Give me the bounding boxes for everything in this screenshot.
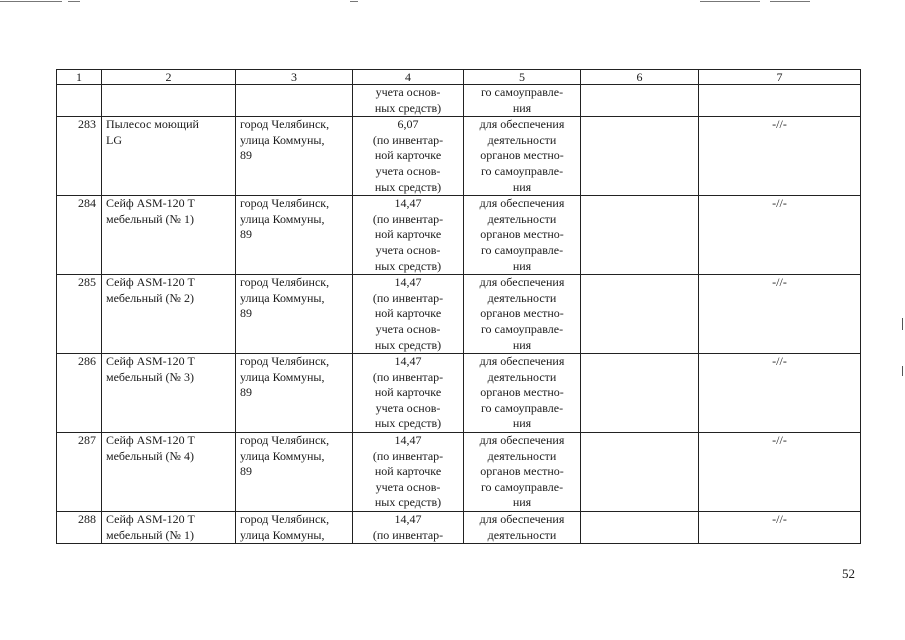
cell-column-7: -//- bbox=[699, 512, 861, 544]
cell-text-line: (по инвентар- bbox=[372, 448, 444, 463]
cell-text-line: 89 bbox=[240, 227, 252, 242]
cell-item-name bbox=[102, 512, 236, 544]
cell-address bbox=[236, 512, 353, 544]
cell-item-name bbox=[102, 354, 236, 433]
column-header: 6 bbox=[581, 70, 699, 85]
cell-cost bbox=[353, 512, 464, 544]
cell-text-line: го самоуправле- bbox=[480, 321, 564, 336]
cell-text-line: мебельный (№ 1) bbox=[106, 211, 195, 226]
cell-text-line: деятельности bbox=[487, 527, 557, 542]
cell-column-6 bbox=[581, 433, 699, 512]
cell-number: 285 bbox=[57, 275, 102, 354]
cell-text-line: учета основ- bbox=[375, 242, 441, 257]
cell-text-line: ных средств) bbox=[374, 258, 442, 273]
cell-text-line: (по инвентар- bbox=[372, 369, 444, 384]
cell-text-line: ния bbox=[512, 337, 532, 352]
table-row bbox=[57, 196, 861, 275]
cell-text-line: 14,47 bbox=[394, 196, 422, 211]
cell-item-name bbox=[102, 196, 236, 275]
cell-text-line: ных средств) bbox=[374, 179, 442, 194]
page-number: 52 bbox=[842, 566, 855, 581]
cell-text-line: (по инвентар- bbox=[372, 290, 444, 305]
cell-purpose bbox=[464, 433, 581, 512]
cell-text-line: Сейф ASM-120 T bbox=[106, 512, 195, 527]
table-row bbox=[57, 512, 861, 544]
cell-cost bbox=[353, 117, 464, 196]
cell-column-7: -//- bbox=[699, 354, 861, 433]
cell-address bbox=[236, 275, 353, 354]
cell-text-line: мебельный (№ 2) bbox=[106, 290, 195, 305]
cell-text-line: улица Коммуны, bbox=[240, 448, 325, 463]
cell-purpose bbox=[464, 196, 581, 275]
cell-text-line: улица Коммуны, bbox=[240, 527, 325, 542]
cell-column-7: -//- bbox=[699, 117, 861, 196]
cell-text-line: улица Коммуны, bbox=[240, 211, 325, 226]
scan-artifact-line bbox=[350, 1, 358, 2]
cell-text-line: город Челябинск, bbox=[240, 512, 330, 527]
cell-text-line: деятельности bbox=[487, 369, 557, 384]
cell-number: 288 bbox=[57, 512, 102, 544]
cell-text-line: (по инвентар- bbox=[372, 527, 444, 542]
cell-number: 286 bbox=[57, 354, 102, 433]
scan-artifact-line bbox=[0, 1, 62, 2]
column-header: 5 bbox=[464, 70, 581, 85]
cell-cost bbox=[353, 433, 464, 512]
cell-text-line: органов местно- bbox=[480, 227, 564, 242]
cell-address bbox=[236, 196, 353, 275]
scan-artifact-line bbox=[770, 1, 810, 2]
cell-text-line: го самоуправле- bbox=[480, 479, 564, 494]
cell-text-line: ной карточке bbox=[374, 227, 442, 242]
cell-text-line: Сейф ASM-120 T bbox=[106, 196, 195, 211]
cell-text-line: улица Коммуны, bbox=[240, 369, 325, 384]
cell-text-line: го самоуправле- bbox=[480, 400, 564, 415]
cell-text-line: 14,47 bbox=[394, 512, 422, 527]
table-row bbox=[57, 117, 861, 196]
cell-text-line: город Челябинск, bbox=[240, 433, 330, 448]
cell-text-line: ных средств) bbox=[374, 100, 442, 115]
cell-text-line: Сейф ASM-120 T bbox=[106, 354, 195, 369]
cell-text-line: улица Коммуны, bbox=[240, 132, 325, 147]
cell-cost bbox=[353, 354, 464, 433]
cell-text-line: учета основ- bbox=[375, 400, 441, 415]
property-register-table bbox=[56, 69, 861, 544]
cell-text-line: город Челябинск, bbox=[240, 117, 330, 132]
column-header: 7 bbox=[699, 70, 861, 85]
cell-column-6 bbox=[581, 85, 699, 117]
cell-cost bbox=[353, 85, 464, 117]
cell-column-7: -//- bbox=[699, 275, 861, 354]
cell-text-line: ния bbox=[512, 258, 532, 273]
cell-text-line: для обеспечения bbox=[479, 275, 565, 290]
cell-cost bbox=[353, 196, 464, 275]
cell-text-line: (по инвентар- bbox=[372, 211, 444, 226]
cell-text-line: для обеспечения bbox=[479, 117, 565, 132]
cell-column-7: -//- bbox=[699, 196, 861, 275]
cell-purpose bbox=[464, 275, 581, 354]
cell-text-line: LG bbox=[106, 132, 122, 147]
cell-text-line: деятельности bbox=[487, 290, 557, 305]
cell-purpose bbox=[464, 512, 581, 544]
cell-text-line: 14,47 bbox=[394, 433, 422, 448]
cell-text-line: 89 bbox=[240, 306, 252, 321]
cell-text-line: деятельности bbox=[487, 211, 557, 226]
cell-address bbox=[236, 354, 353, 433]
cell-text-line: ных средств) bbox=[374, 495, 442, 510]
cell-text-line: ния bbox=[512, 495, 532, 510]
cell-text-line: учета основ- bbox=[375, 321, 441, 336]
cell-text-line: (по инвентар- bbox=[372, 132, 444, 147]
scan-artifact-line bbox=[700, 1, 760, 2]
cell-text-line: органов местно- bbox=[480, 148, 564, 163]
cell-column-6 bbox=[581, 117, 699, 196]
cell-column-7 bbox=[699, 85, 861, 117]
cell-address bbox=[236, 433, 353, 512]
cell-purpose bbox=[464, 354, 581, 433]
cell-text-line: ния bbox=[512, 416, 532, 431]
cell-text-line: ния bbox=[512, 100, 532, 115]
column-header: 2 bbox=[102, 70, 236, 85]
cell-text-line: мебельный (№ 1) bbox=[106, 527, 195, 542]
cell-address bbox=[236, 117, 353, 196]
cell-text-line: ных средств) bbox=[374, 337, 442, 352]
table-header-row bbox=[57, 70, 861, 85]
cell-text-line: 89 bbox=[240, 464, 252, 479]
cell-text-line: 89 bbox=[240, 385, 252, 400]
cell-text-line: го самоуправле- bbox=[480, 163, 564, 178]
cell-text-line: органов местно- bbox=[480, 385, 564, 400]
cell-text-line: учета основ- bbox=[375, 85, 441, 99]
cell-text-line: деятельности bbox=[487, 448, 557, 463]
cell-text-line: го самоуправле- bbox=[480, 242, 564, 257]
scan-artifact-edge bbox=[902, 366, 903, 376]
scan-artifact-line bbox=[68, 1, 80, 2]
cell-text-line: для обеспечения bbox=[479, 196, 565, 211]
cell-text-line: го самоуправле- bbox=[480, 85, 564, 99]
cell-text-line: ной карточке bbox=[374, 464, 442, 479]
cell-text-line: учета основ- bbox=[375, 163, 441, 178]
cell-text-line: 14,47 bbox=[394, 354, 422, 369]
cell-text-line: органов местно- bbox=[480, 464, 564, 479]
cell-number: 287 bbox=[57, 433, 102, 512]
cell-text-line: для обеспечения bbox=[479, 433, 565, 448]
table-row-continuation bbox=[57, 85, 861, 117]
cell-text-line: 14,47 bbox=[394, 275, 422, 290]
cell-column-6 bbox=[581, 275, 699, 354]
cell-column-6 bbox=[581, 354, 699, 433]
cell-text-line: Сейф ASM-120 T bbox=[106, 275, 195, 290]
cell-purpose bbox=[464, 117, 581, 196]
cell-text-line: Пылесос моющий bbox=[106, 117, 199, 132]
cell-text-line: ной карточке bbox=[374, 148, 442, 163]
cell-text-line: ных средств) bbox=[374, 416, 442, 431]
table-row bbox=[57, 275, 861, 354]
cell-text-line: мебельный (№ 4) bbox=[106, 448, 195, 463]
cell-text-line: 89 bbox=[240, 148, 252, 163]
column-header: 1 bbox=[57, 70, 102, 85]
cell-number: 283 bbox=[57, 117, 102, 196]
cell-text-line: деятельности bbox=[487, 132, 557, 147]
cell-text-line: город Челябинск, bbox=[240, 354, 330, 369]
column-header: 3 bbox=[236, 70, 353, 85]
cell-item-name bbox=[102, 117, 236, 196]
cell-column-6 bbox=[581, 512, 699, 544]
cell-column-6 bbox=[581, 196, 699, 275]
cell-text-line: ной карточке bbox=[374, 306, 442, 321]
cell-text-line: улица Коммуны, bbox=[240, 290, 325, 305]
cell-text-line: учета основ- bbox=[375, 479, 441, 494]
cell-text-line: Сейф ASM-120 T bbox=[106, 433, 195, 448]
cell-column-7: -//- bbox=[699, 433, 861, 512]
table-body bbox=[57, 85, 861, 544]
cell-text-line: для обеспечения bbox=[479, 512, 565, 527]
cell-item-name bbox=[102, 275, 236, 354]
cell-address bbox=[236, 85, 353, 117]
cell-cost bbox=[353, 275, 464, 354]
cell-text-line: ния bbox=[512, 179, 532, 194]
cell-item-name bbox=[102, 433, 236, 512]
table-row bbox=[57, 433, 861, 512]
cell-text-line: для обеспечения bbox=[479, 354, 565, 369]
cell-text-line: 6,07 bbox=[397, 117, 419, 132]
column-header: 4 bbox=[353, 70, 464, 85]
scan-artifact-edge bbox=[902, 318, 903, 330]
cell-purpose bbox=[464, 85, 581, 117]
cell-text-line: город Челябинск, bbox=[240, 196, 330, 211]
cell-item-name bbox=[102, 85, 236, 117]
table-row bbox=[57, 354, 861, 433]
cell-text-line: город Челябинск, bbox=[240, 275, 330, 290]
cell-text-line: ной карточке bbox=[374, 385, 442, 400]
cell-number: 284 bbox=[57, 196, 102, 275]
cell-number bbox=[57, 85, 102, 117]
cell-text-line: органов местно- bbox=[480, 306, 564, 321]
cell-text-line: мебельный (№ 3) bbox=[106, 369, 195, 384]
